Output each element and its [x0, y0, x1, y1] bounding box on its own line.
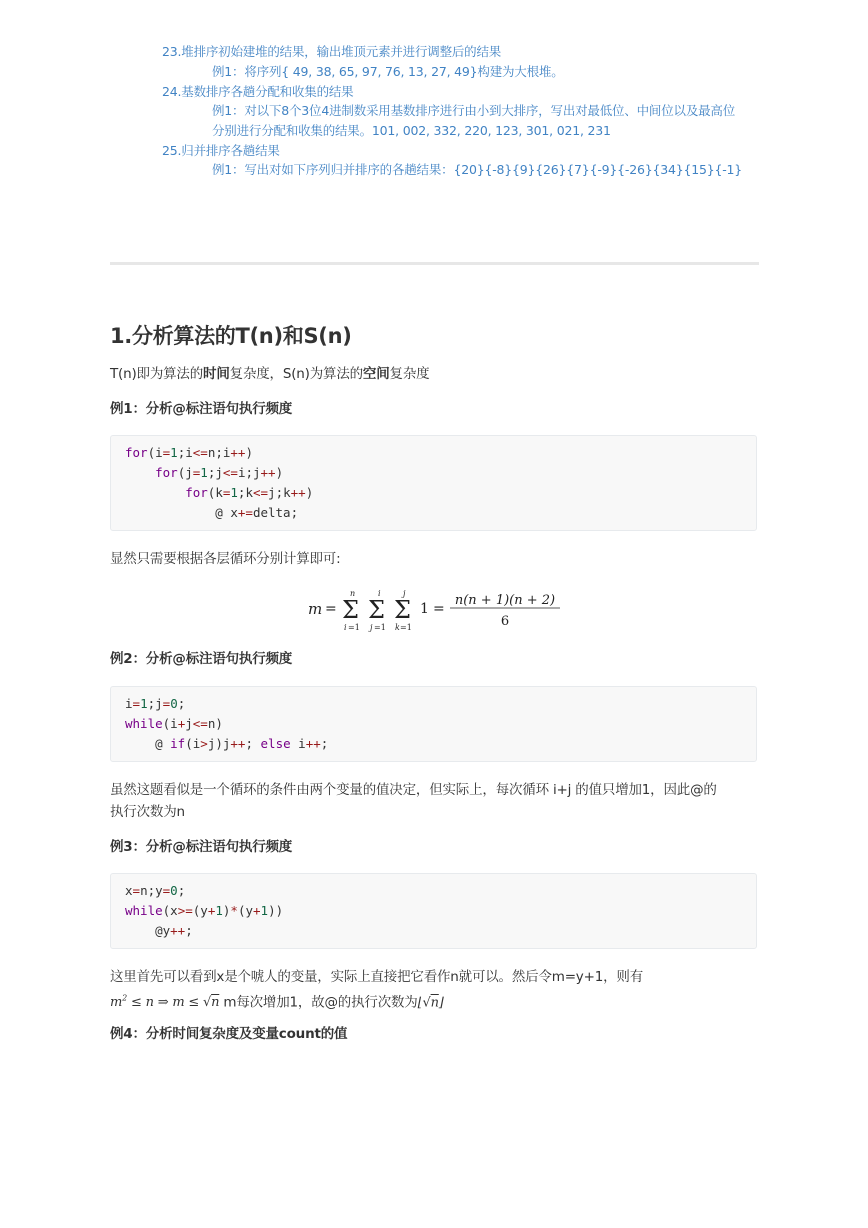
- svg-text:Σ: Σ: [394, 596, 411, 624]
- intro-paragraph: T(n)即为算法的时间复杂度，S(n)为算法的空间复杂度: [110, 366, 430, 382]
- svg-text:=1: =1: [400, 623, 412, 632]
- toc-link[interactable]: 分别进行分配和收集的结果。101, 002, 332, 220, 123, 301, 021, 231: [212, 123, 611, 138]
- toc-link[interactable]: 例1：写出对如下序列归并排序的各趟结果：{20}{-8}{9}{26}{7}{-9}{-26}{34}{15}{-1}: [212, 162, 743, 177]
- example-1-explanation: 显然只需要根据各层循环分别计算即可:: [110, 551, 341, 567]
- summation-formula: [300, 582, 570, 638]
- svg-text:=1: =1: [374, 623, 386, 632]
- code-block-1[interactable]: for(i=1;i<=n;i++) for(j=1;j<=i;j++) for(k=1;k<=j;k++) @ x+=delta;: [110, 435, 757, 531]
- formula-denominator: 6: [500, 614, 510, 629]
- example-2-heading: 例2：分析@标注语句执行频度: [110, 651, 293, 667]
- toc-link[interactable]: 24.基数排序各趟分配和收集的结果: [162, 84, 354, 99]
- svg-text:n: n: [350, 589, 356, 598]
- toc-link[interactable]: 25.归并排序各趟结果: [162, 143, 280, 158]
- svg-text:k: k: [395, 623, 400, 632]
- toc-link[interactable]: 23.堆排序初始建堆的结果，输出堆顶元素并进行调整后的结果: [162, 44, 502, 59]
- svg-text:=1: =1: [348, 623, 360, 632]
- svg-text:j: j: [403, 589, 406, 598]
- example-1-heading: 例1：分析@标注语句执行频度: [110, 401, 293, 417]
- toc-link[interactable]: 例1：将序列{ 49, 38, 65, 97, 76, 13, 27, 49}构建为大根堆。: [212, 64, 564, 79]
- example-2-explanation: 虽然这题看似是一个循环的条件由两个变量的值决定，但实际上，每次循环 i+j 的值只增加1，因此@的 执行次数为n: [110, 782, 717, 820]
- toc-link[interactable]: 例1：对以下8个3位4进制数采用基数排序进行由小到大排序，写出对最低位、中间位以及最高位: [212, 103, 736, 118]
- code-block-2[interactable]: i=1;j=0; while(i+j<=n) @ if(i>j)j++; else i++;: [110, 686, 757, 762]
- svg-text:1: 1: [420, 601, 429, 617]
- svg-text:=: =: [433, 601, 445, 617]
- section-title: 1.分析算法的T(n)和S(n): [110, 324, 352, 348]
- floor-sqrt-math: ⌊√n⌋: [417, 995, 444, 1011]
- code-block-3[interactable]: x=n;y=0; while(x>=(y+1)*(y+1)) @y++;: [110, 873, 757, 949]
- svg-text:Σ: Σ: [342, 596, 359, 624]
- formula-lhs: m: [308, 600, 323, 618]
- example-3-heading: 例3：分析@标注语句执行频度: [110, 839, 293, 855]
- svg-text:j: j: [370, 623, 373, 632]
- svg-text:Σ: Σ: [368, 596, 385, 624]
- svg-text:i: i: [378, 589, 381, 598]
- example-4-heading: 例4：分析时间复杂度及变量count的值: [110, 1026, 348, 1042]
- inequality-math: $m^2 \le n$ ⇒ m ≤ √n: [110, 994, 220, 1011]
- horizontal-divider: [110, 262, 759, 265]
- example-3-explanation: 这里首先可以看到x是个唬人的变量，实际上直接把它看作n就可以。然后令m=y+1，则有 $m^2 \le n$ ⇒ m ≤ √n m每次增加1，故@的执行次数为⌊√n⌋: [110, 969, 643, 1011]
- svg-text:i: i: [344, 623, 347, 632]
- svg-text:=: =: [325, 601, 337, 617]
- formula-numerator: n(n + 1)(n + 2): [454, 593, 556, 608]
